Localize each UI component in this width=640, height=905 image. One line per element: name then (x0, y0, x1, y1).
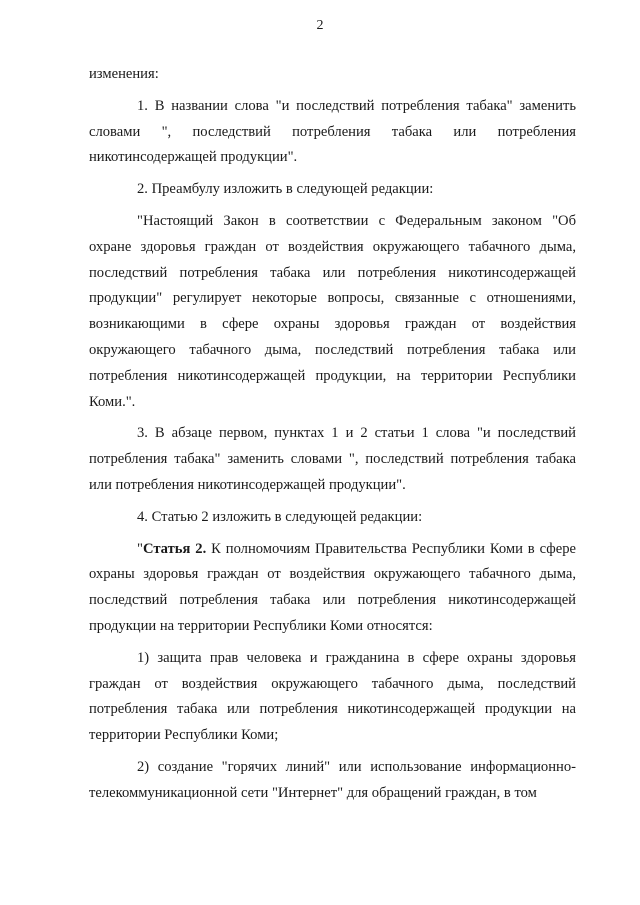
page-number: 2 (316, 18, 324, 33)
paragraph-item-2: 2. Преамбулу изложить в следующей редакции: (137, 181, 434, 198)
article-heading: Статья 2. (142, 540, 207, 557)
article-quote: " (137, 540, 143, 557)
paragraph-izmeneniya: изменения: (89, 66, 159, 82)
paragraph-article-2 (89, 537, 576, 640)
document-body (89, 62, 576, 807)
paragraph-item-4: 4. Статью 2 изложить в следующей редакции: (137, 508, 423, 525)
article-text: К полномочиям Правительства Республики Коми в сфере охраны здоровья граждан от воздействия окружающего табачного дыма, последствий потребления табака или потребления никотинсодержащей продукции на территории Республики Коми относятся: (89, 540, 576, 634)
paragraph-subitem-1: 1) защита прав человека и гражданина в сфере охраны здоровья граждан от воздействия окружающего табачного дыма, последствий потребления табака или потребления никотинсодержащей продукции на территории Республики Коми; (89, 649, 576, 744)
paragraph-item-1: 1. В названии слова "и последствий потребления табака" заменить словами ", последствий потребления табака или потребления никотинсодержащей продукции". (89, 97, 576, 166)
paragraph-preamble: "Настоящий Закон в соответствии с Федеральным законом "Об охране здоровья граждан от воздействия окружающего табачного дыма, последствий потребления табака или потребления никотинсодержащей продукции" регулирует некоторые вопросы, связанные с отношениями, возникающими в сфере охраны здоровья граждан от воздействия окружающего табачного дыма, последствий потребления табака или потребления никотинсодержащей продукции, на территории Республики Коми.". (89, 212, 576, 410)
paragraph-item-3: 3. В абзаце первом, пунктах 1 и 2 статьи 1 слова "и последствий потребления табака" заменить словами ", последствий потребления табака или потребления никотинсодержащей продукции". (89, 425, 576, 493)
paragraph-subitem-2: 2) создание "горячих линий" или использование информационно-телекоммуникационной сети "Интернет" для обращений граждан, в том (89, 758, 576, 801)
